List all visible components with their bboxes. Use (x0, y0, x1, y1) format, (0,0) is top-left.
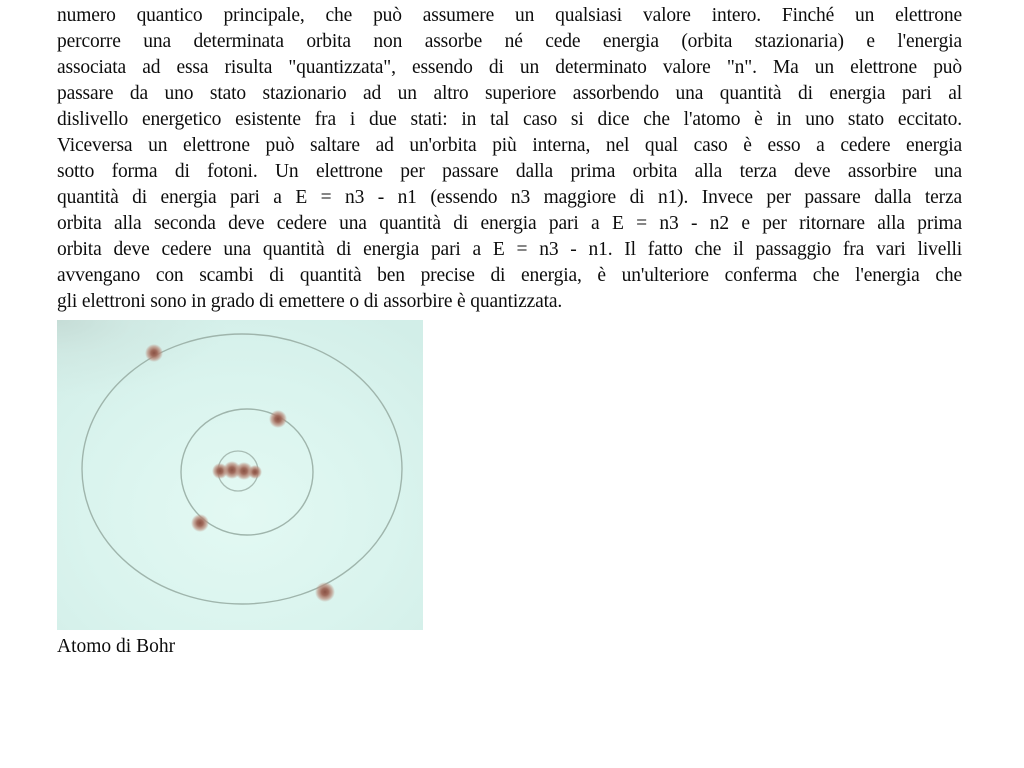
paragraph-line: avvengano con scambi di quantità ben precise di energia, è un'ulteriore conferma che l'energia che (57, 265, 962, 286)
figure-caption: Atomo di Bohr (57, 636, 176, 657)
paragraph-line: orbita deve cedere una quantità di energia pari a E = n3 - n1. Il fatto che il passaggio fra vari livelli (57, 239, 962, 260)
paragraph-line: passare da uno stato stazionario ad un altro superiore assorbendo una quantità di energia pari al (57, 83, 962, 104)
figure-corner-tint (57, 320, 257, 410)
electron (191, 514, 209, 532)
paragraph-line: gli elettroni sono in grado di emettere o di assorbire è quantizzata. (57, 291, 563, 312)
paragraph-line: numero quantico principale, che può assumere un qualsiasi valore intero. Finché un elettrone (57, 5, 962, 26)
bohr-figure (57, 320, 423, 630)
bohr-atom-image (57, 320, 423, 630)
paragraph-line: sotto forma di fotoni. Un elettrone per passare dalla prima orbita alla terza deve assorbire una (57, 161, 962, 182)
paragraph-line: quantità di energia pari a E = n3 - n1 (essendo n3 maggiore di n1). Invece per passare dalla terza (57, 187, 962, 208)
paragraph-line: orbita alla seconda deve cedere una quantità di energia pari a E = n3 - n2 e per ritornare alla prima (57, 213, 962, 234)
electron (315, 582, 335, 602)
electron (248, 465, 262, 479)
paragraph (0, 0, 1024, 315)
paragraph-line: percorre una determinata orbita non assorbe né cede energia (orbita stazionaria) e l'energia (57, 31, 962, 52)
paragraph-line: dislivello energetico esistente fra i due stati: in tal caso si dice che l'atomo è in uno stato eccitato. (57, 109, 962, 130)
paragraph-line: Viceversa un elettrone può saltare ad un'orbita più interna, nel qual caso è esso a cedere energia (57, 135, 962, 156)
electron (145, 344, 163, 362)
paragraph-line: associata ad essa risulta "quantizzata", essendo di un determinato valore "n". Ma un elettrone può (57, 57, 962, 78)
electron (269, 410, 287, 428)
